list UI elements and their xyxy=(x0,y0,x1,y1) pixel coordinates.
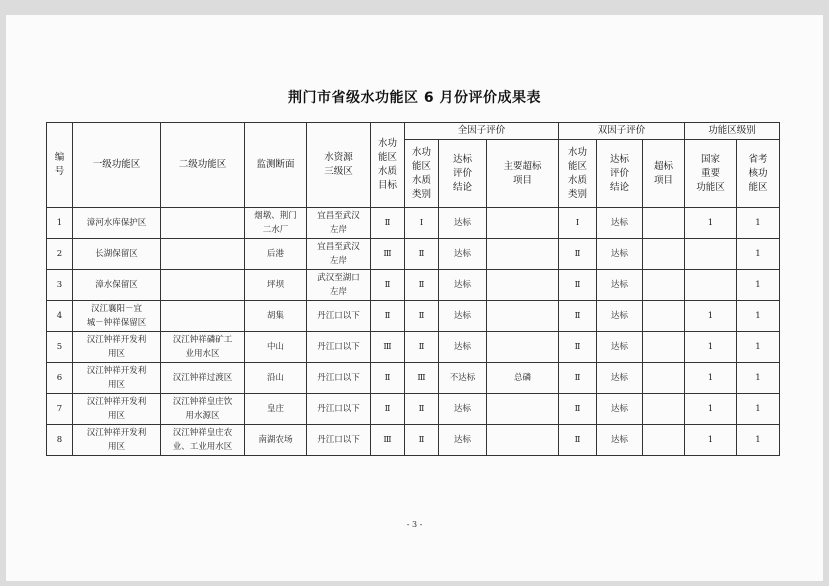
cell-level2: 汉江钟祥过渡区 xyxy=(161,363,245,394)
cell-dual-over xyxy=(643,301,685,332)
cell-section: 南湖农场 xyxy=(245,425,307,456)
results-table xyxy=(46,122,780,456)
header-dual-over: 超标 项目 xyxy=(643,140,685,208)
cell-all-class: Ⅱ xyxy=(405,239,439,270)
cell-region: 武汉至湖口 左岸 xyxy=(307,270,371,301)
cell-dual-class: Ⅱ xyxy=(559,270,597,301)
table-row xyxy=(47,332,780,363)
cell-dual-over xyxy=(643,208,685,239)
cell-dual-result: 达标 xyxy=(597,332,643,363)
cell-target: Ⅱ xyxy=(371,208,405,239)
header-dual-class: 水功 能区 水质 类别 xyxy=(559,140,597,208)
cell-all-result: 达标 xyxy=(439,394,487,425)
cell-dual-result: 达标 xyxy=(597,425,643,456)
cell-dual-over xyxy=(643,270,685,301)
cell-dual-over xyxy=(643,239,685,270)
header-dual-factor: 双因子评价 xyxy=(559,123,685,140)
header-level-group: 功能区级别 xyxy=(685,123,780,140)
cell-level2 xyxy=(161,270,245,301)
header-target: 水功 能区 水质 目标 xyxy=(371,123,405,208)
cell-level2 xyxy=(161,239,245,270)
cell-dual-class: Ⅱ xyxy=(559,363,597,394)
cell-national: 1 xyxy=(685,301,737,332)
cell-target: Ⅱ xyxy=(371,301,405,332)
cell-all-result: 不达标 xyxy=(439,363,487,394)
cell-level1: 汉江钟祥开发利 用区 xyxy=(73,363,161,394)
cell-level2: 汉江钟祥皇庄饮 用水源区 xyxy=(161,394,245,425)
cell-target: Ⅱ xyxy=(371,363,405,394)
cell-all-class: Ⅱ xyxy=(405,394,439,425)
header-all-main: 主要超标 项目 xyxy=(487,140,559,208)
cell-region: 丹江口以下 xyxy=(307,301,371,332)
cell-target: Ⅲ xyxy=(371,239,405,270)
cell-section: 坪坝 xyxy=(245,270,307,301)
cell-section: 皇庄 xyxy=(245,394,307,425)
header-provincial: 省考 核功 能区 xyxy=(737,140,780,208)
document-page xyxy=(6,15,823,581)
cell-national: 1 xyxy=(685,208,737,239)
cell-region: 宜昌至武汉 左岸 xyxy=(307,208,371,239)
cell-level1: 汉江襄阳－宜 城－钟祥保留区 xyxy=(73,301,161,332)
cell-national xyxy=(685,239,737,270)
table-row xyxy=(47,394,780,425)
cell-dual-result: 达标 xyxy=(597,270,643,301)
header-section: 监测断面 xyxy=(245,123,307,208)
table-row xyxy=(47,208,780,239)
cell-all-main xyxy=(487,394,559,425)
cell-dual-class: Ⅰ xyxy=(559,208,597,239)
cell-dual-over xyxy=(643,425,685,456)
cell-all-main: 总磷 xyxy=(487,363,559,394)
cell-level1: 长湖保留区 xyxy=(73,239,161,270)
cell-national: 1 xyxy=(685,394,737,425)
page-number: - 3 - xyxy=(406,520,423,529)
cell-national: 1 xyxy=(685,425,737,456)
cell-target: Ⅲ xyxy=(371,425,405,456)
cell-no: 2 xyxy=(47,239,73,270)
cell-section: 胡集 xyxy=(245,301,307,332)
cell-all-result: 达标 xyxy=(439,425,487,456)
table-row xyxy=(47,301,780,332)
cell-national xyxy=(685,270,737,301)
cell-all-main xyxy=(487,332,559,363)
header-level2: 二级功能区 xyxy=(161,123,245,208)
cell-provincial: 1 xyxy=(737,208,780,239)
table-row xyxy=(47,363,780,394)
cell-all-result: 达标 xyxy=(439,239,487,270)
header-level1: 一级功能区 xyxy=(73,123,161,208)
cell-target: Ⅱ xyxy=(371,270,405,301)
cell-level1: 汉江钟祥开发利 用区 xyxy=(73,394,161,425)
cell-provincial: 1 xyxy=(737,239,780,270)
cell-target: Ⅱ xyxy=(371,394,405,425)
cell-all-main xyxy=(487,239,559,270)
cell-region: 丹江口以下 xyxy=(307,332,371,363)
cell-level2 xyxy=(161,301,245,332)
cell-all-result: 达标 xyxy=(439,270,487,301)
cell-level1: 汉江钟祥开发利 用区 xyxy=(73,332,161,363)
cell-level2: 汉江钟祥磷矿工 业用水区 xyxy=(161,332,245,363)
cell-all-class: Ⅱ xyxy=(405,270,439,301)
cell-dual-class: Ⅱ xyxy=(559,425,597,456)
cell-no: 8 xyxy=(47,425,73,456)
cell-all-class: Ⅱ xyxy=(405,332,439,363)
table-row xyxy=(47,425,780,456)
cell-national: 1 xyxy=(685,332,737,363)
cell-level2: 汉江钟祥皇庄农 业、工业用水区 xyxy=(161,425,245,456)
cell-provincial: 1 xyxy=(737,301,780,332)
page-title: 荆门市省级水功能区 6 月份评价成果表 xyxy=(288,90,541,106)
cell-all-main xyxy=(487,270,559,301)
cell-section: 沿山 xyxy=(245,363,307,394)
header-all-factor: 全因子评价 xyxy=(405,123,559,140)
cell-section: 烟墩、荆门 二水厂 xyxy=(245,208,307,239)
cell-provincial: 1 xyxy=(737,394,780,425)
cell-provincial: 1 xyxy=(737,270,780,301)
cell-no: 4 xyxy=(47,301,73,332)
cell-all-result: 达标 xyxy=(439,332,487,363)
table-row xyxy=(47,270,780,301)
cell-all-result: 达标 xyxy=(439,301,487,332)
cell-target: Ⅲ xyxy=(371,332,405,363)
cell-region: 丹江口以下 xyxy=(307,394,371,425)
table-row xyxy=(47,239,780,270)
cell-dual-class: Ⅱ xyxy=(559,239,597,270)
cell-level1: 汉江钟祥开发利 用区 xyxy=(73,425,161,456)
cell-no: 5 xyxy=(47,332,73,363)
cell-dual-over xyxy=(643,363,685,394)
cell-no: 1 xyxy=(47,208,73,239)
header-national: 国家 重要 功能区 xyxy=(685,140,737,208)
cell-dual-over xyxy=(643,332,685,363)
cell-all-class: Ⅱ xyxy=(405,425,439,456)
cell-dual-over xyxy=(643,394,685,425)
header-all-result: 达标 评价 结论 xyxy=(439,140,487,208)
header-all-class: 水功 能区 水质 类别 xyxy=(405,140,439,208)
cell-level2 xyxy=(161,208,245,239)
cell-dual-class: Ⅱ xyxy=(559,394,597,425)
cell-dual-result: 达标 xyxy=(597,239,643,270)
cell-region: 宜昌至武汉 左岸 xyxy=(307,239,371,270)
cell-dual-result: 达标 xyxy=(597,301,643,332)
cell-provincial: 1 xyxy=(737,332,780,363)
cell-region: 丹江口以下 xyxy=(307,363,371,394)
cell-dual-class: Ⅱ xyxy=(559,332,597,363)
cell-dual-class: Ⅱ xyxy=(559,301,597,332)
cell-section: 后港 xyxy=(245,239,307,270)
cell-level1: 漳水保留区 xyxy=(73,270,161,301)
header-no: 编 号 xyxy=(47,123,73,208)
cell-all-main xyxy=(487,208,559,239)
cell-provincial: 1 xyxy=(737,425,780,456)
cell-level1: 漳河水库保护区 xyxy=(73,208,161,239)
cell-dual-result: 达标 xyxy=(597,208,643,239)
header-region: 水资源 三级区 xyxy=(307,123,371,208)
cell-region: 丹江口以下 xyxy=(307,425,371,456)
cell-section: 中山 xyxy=(245,332,307,363)
cell-no: 7 xyxy=(47,394,73,425)
cell-no: 3 xyxy=(47,270,73,301)
cell-all-class: Ⅱ xyxy=(405,301,439,332)
cell-all-class: Ⅰ xyxy=(405,208,439,239)
cell-provincial: 1 xyxy=(737,363,780,394)
cell-all-class: Ⅲ xyxy=(405,363,439,394)
cell-dual-result: 达标 xyxy=(597,394,643,425)
cell-all-main xyxy=(487,301,559,332)
cell-dual-result: 达标 xyxy=(597,363,643,394)
cell-national: 1 xyxy=(685,363,737,394)
cell-all-result: 达标 xyxy=(439,208,487,239)
header-dual-result: 达标 评价 结论 xyxy=(597,140,643,208)
cell-no: 6 xyxy=(47,363,73,394)
cell-all-main xyxy=(487,425,559,456)
